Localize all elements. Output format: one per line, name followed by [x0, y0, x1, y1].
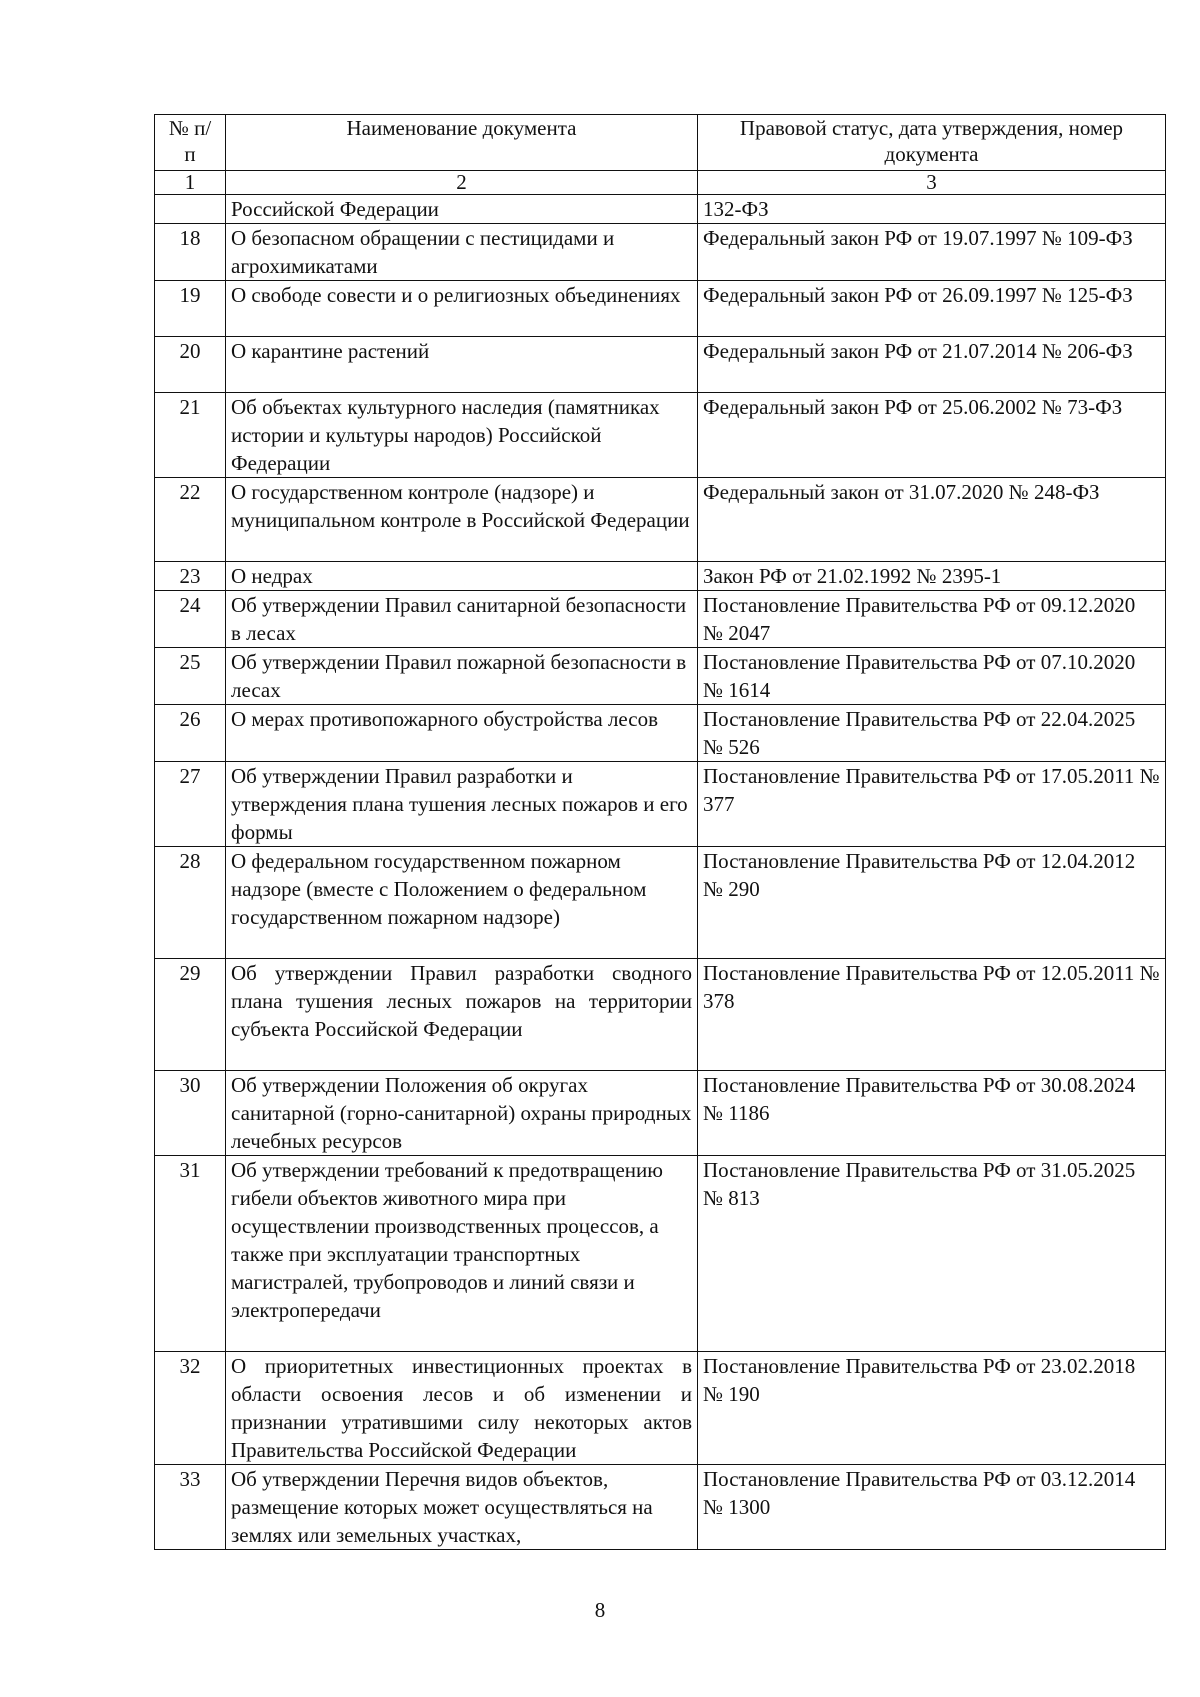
document-name: О государственном контроле (надзоре) и муниципальном контроле в Российской Федерации: [226, 478, 698, 562]
legal-status: Постановление Правительства РФ от 17.05.2011 № 377: [698, 762, 1166, 847]
legal-status: Постановление Правительства РФ от 03.12.2014 № 1300: [698, 1465, 1166, 1550]
row-number: 26: [155, 705, 226, 762]
legal-status: Постановление Правительства РФ от 12.05.2011 № 378: [698, 959, 1166, 1071]
table-body: [155, 224, 1166, 1550]
row-number: 29: [155, 959, 226, 1071]
document-name: Об утверждении Правил разработки сводного плана тушения лесных пожаров на территории субъекта Российской Федерации: [226, 959, 698, 1071]
document-name: О карантине растений: [226, 337, 698, 393]
legal-status: Закон РФ от 21.02.1992 № 2395-1: [698, 562, 1166, 591]
table-row: [155, 648, 1166, 705]
row-number: 25: [155, 648, 226, 705]
row-number: 19: [155, 281, 226, 337]
table-row: [155, 959, 1166, 1071]
document-name: О федеральном государственном пожарном надзоре (вместе с Положением о федеральном государственном пожарном надзоре): [226, 847, 698, 959]
legal-status: Постановление Правительства РФ от 12.04.2012 № 290: [698, 847, 1166, 959]
row-number: 18: [155, 224, 226, 281]
table-row: [155, 1071, 1166, 1156]
document-name: О недрах: [226, 562, 698, 591]
row-number: 28: [155, 847, 226, 959]
header-legal-status: Правовой статус, дата утверждения, номер документа: [698, 115, 1166, 171]
row-number: 27: [155, 762, 226, 847]
legal-status: Федеральный закон РФ от 26.09.1997 № 125-ФЗ: [698, 281, 1166, 337]
legal-documents-table: [154, 114, 1166, 1550]
page-number: 8: [594, 1598, 606, 1622]
continuation-row: [155, 195, 1166, 224]
legal-status: Постановление Правительства РФ от 31.05.2025 № 813: [698, 1156, 1166, 1352]
row-number: 30: [155, 1071, 226, 1156]
table-row: [155, 591, 1166, 648]
document-name: О безопасном обращении с пестицидами и агрохимикатами: [226, 224, 698, 281]
table-row: [155, 281, 1166, 337]
header-document-name: Наименование документа: [226, 115, 698, 171]
row-number: 31: [155, 1156, 226, 1352]
row-number: 32: [155, 1352, 226, 1465]
row-number: 23: [155, 562, 226, 591]
table-row: [155, 393, 1166, 478]
document-name: Российской Федерации: [226, 195, 698, 224]
column-number-row: [155, 171, 1166, 195]
document-name: О приоритетных инвестиционных проектах в области освоения лесов и об изменении и признании утратившими силу некоторых актов Правительства Российской Федерации: [226, 1352, 698, 1465]
legal-status: Постановление Правительства РФ от 22.04.2025 № 526: [698, 705, 1166, 762]
header-row-number: № п/п: [155, 115, 226, 171]
legal-status: Федеральный закон РФ от 25.06.2002 № 73-ФЗ: [698, 393, 1166, 478]
document-name: Об утверждении Правил пожарной безопасности в лесах: [226, 648, 698, 705]
document-name: Об утверждении Положения об округах санитарной (горно-санитарной) охраны природных лечебных ресурсов: [226, 1071, 698, 1156]
table-row: [155, 337, 1166, 393]
table-row: [155, 1156, 1166, 1352]
legal-status: Постановление Правительства РФ от 09.12.2020 № 2047: [698, 591, 1166, 648]
table-row: [155, 762, 1166, 847]
document-name: О свободе совести и о религиозных объединениях: [226, 281, 698, 337]
column-number: 1: [155, 171, 226, 195]
row-number: 33: [155, 1465, 226, 1550]
legal-status: 132-ФЗ: [698, 195, 1166, 224]
row-number: 24: [155, 591, 226, 648]
document-name: Об утверждении Перечня видов объектов, размещение которых может осуществляться на землях или земельных участках,: [226, 1465, 698, 1550]
legal-status: Постановление Правительства РФ от 23.02.2018 № 190: [698, 1352, 1166, 1465]
document-name: Об утверждении Правил санитарной безопасности в лесах: [226, 591, 698, 648]
row-number: 21: [155, 393, 226, 478]
document-name: Об утверждении требований к предотвращению гибели объектов животного мира при осуществлении производственных процессов, а также при эксплуатации транспортных магистралей, трубопроводов и линий связи и электропередачи: [226, 1156, 698, 1352]
row-number: [155, 195, 226, 224]
table-row: [155, 705, 1166, 762]
document-name: Об объектах культурного наследия (памятниках истории и культуры народов) Российской Федерации: [226, 393, 698, 478]
document-name: Об утверждении Правил разработки и утверждения плана тушения лесных пожаров и его формы: [226, 762, 698, 847]
table-row: [155, 847, 1166, 959]
table-row: [155, 478, 1166, 562]
column-number: 2: [226, 171, 698, 195]
table-row: [155, 1352, 1166, 1465]
column-number: 3: [698, 171, 1166, 195]
table-row: [155, 224, 1166, 281]
legal-status: Федеральный закон от 31.07.2020 № 248-ФЗ: [698, 478, 1166, 562]
row-number: 20: [155, 337, 226, 393]
document-name: О мерах противопожарного обустройства лесов: [226, 705, 698, 762]
table-row: [155, 562, 1166, 591]
table-header-row: [155, 115, 1166, 171]
legal-status: Федеральный закон РФ от 21.07.2014 № 206-ФЗ: [698, 337, 1166, 393]
row-number: 22: [155, 478, 226, 562]
table-row: [155, 1465, 1166, 1550]
legal-status: Постановление Правительства РФ от 30.08.2024 № 1186: [698, 1071, 1166, 1156]
legal-status: Федеральный закон РФ от 19.07.1997 № 109-ФЗ: [698, 224, 1166, 281]
legal-status: Постановление Правительства РФ от 07.10.2020 № 1614: [698, 648, 1166, 705]
